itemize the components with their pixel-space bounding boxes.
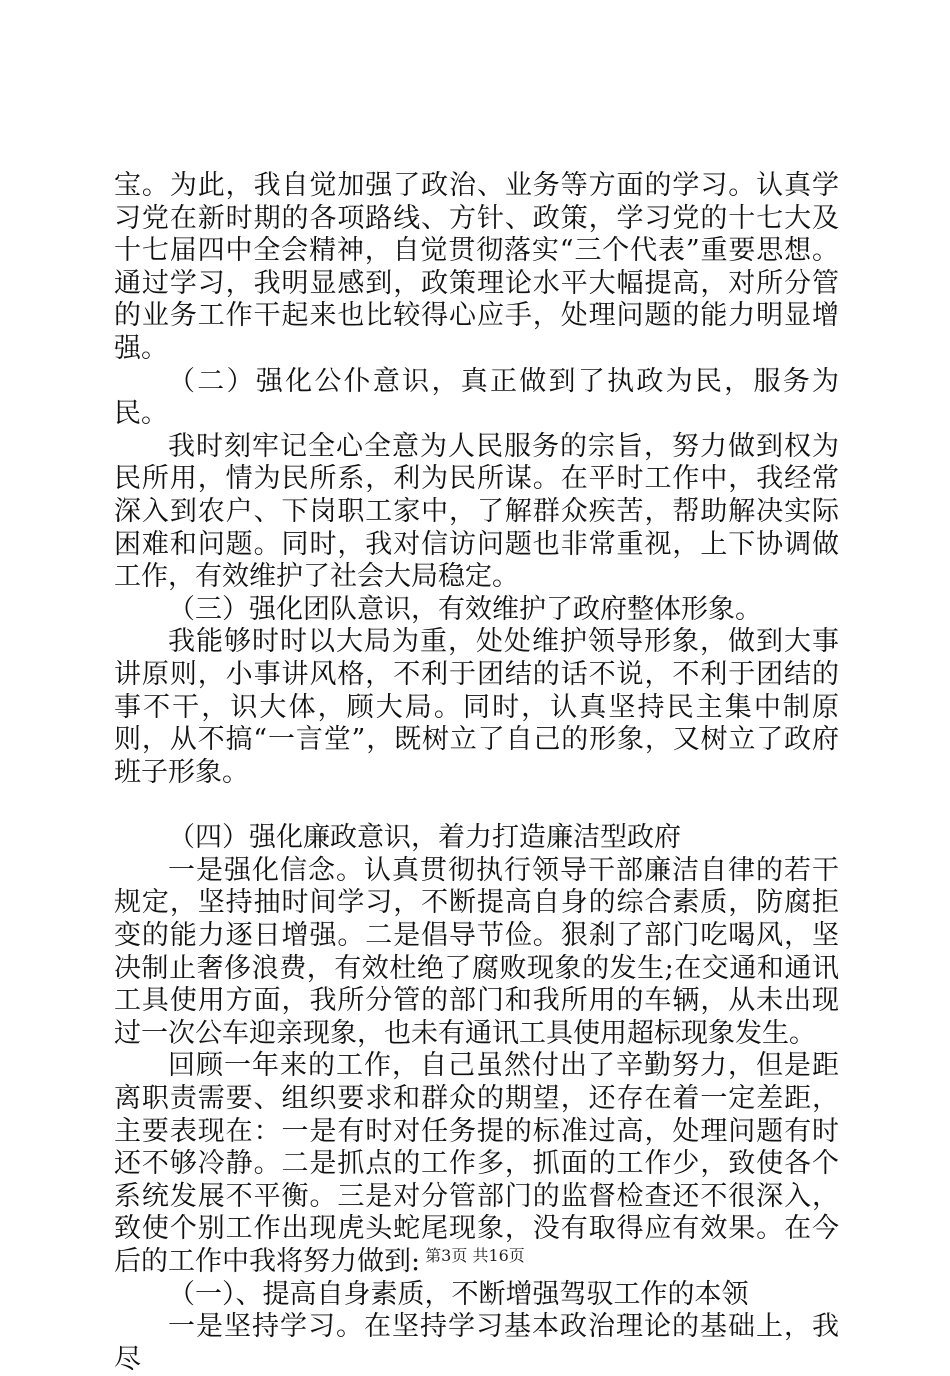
page-number-footer: 第3页 共16页 <box>425 1246 525 1265</box>
paragraph-continuation: 宝。为此，我自觉加强了政治、业务等方面的学习。认真学习党在新时期的各项路线、方针、政策，学习党的十七大及十七届四中全会精神，自觉贯彻落实“三个代表”重要思想。通过学习，我明显感到，政策理论水平大幅提高，对所分管的业务工作干起来也比较得心应手，处理问题的能力明显增强。 <box>114 170 839 364</box>
section-heading-improve-1: （一）、提高自身素质，不断增强驾驭工作的本领 <box>168 1278 749 1310</box>
section-heading-3: （三）强化团队意识，有效维护了政府整体形象。 <box>168 593 762 625</box>
paragraph-review: 回顾一年来的工作，自己虽然付出了辛勤努力，但是距离职责需要、组织要求和群众的期望，还存在着一定差距，主要表现在：一是有时对任务提的标准过高，处理问题有时还不够冷静。二是抓点的工作多，抓面的工作少，致使各个系统发展不平衡。三是对分管部门的监督检查还不很深入，致使个别工作出现虎头蛇尾现象，没有取得应有效果。在今后的工作中我将努力做到: <box>114 1050 839 1277</box>
paragraph-service: 我时刻牢记全心全意为人民服务的宗旨，努力做到权为民所用，情为民所系，利为民所谋。在平时工作中，我经常深入到农户、下岗职工家中，了解群众疾苦，帮助解决实际困难和问题。同时，我对信访问题也非常重视，上下协调做工作，有效维护了社会大局稳定。 <box>114 430 839 593</box>
paragraph-study: 一是坚持学习。在坚持学习基本政治理论的基础上，我尽 <box>114 1311 839 1375</box>
paragraph-teamwork: 我能够时时以大局为重，处处维护领导形象，做到大事讲原则，小事讲风格，不利于团结的话不说，不利于团结的事不干，识大体，顾大局。同时，认真坚持民主集中制原则，从不搞“一言堂”，既树立了自己的形象，又树立了政府班子形象。 <box>114 626 839 788</box>
section-heading-2: （二）强化公仆意识，真正做到了执政为民，服务为民。 <box>114 365 839 430</box>
paragraph-gap <box>114 789 839 822</box>
document-body <box>114 170 839 1376</box>
section-heading-4: （四）强化廉政意识，着力打造廉洁型政府 <box>168 822 681 854</box>
paragraph-integrity: 一是强化信念。认真贯彻执行领导干部廉洁自律的若干规定，坚持抽时间学习，不断提高自身的综合素质，防腐拒变的能力逐日增强。二是倡导节俭。狠刹了部门吃喝风，坚决制止奢侈浪费，有效杜绝了腐败现象的发生;在交通和通讯工具使用方面，我所分管的部门和我所用的车辆，从未出现过一次公车迎亲现象，也未有通讯工具使用超标现象发生。 <box>114 854 839 1049</box>
